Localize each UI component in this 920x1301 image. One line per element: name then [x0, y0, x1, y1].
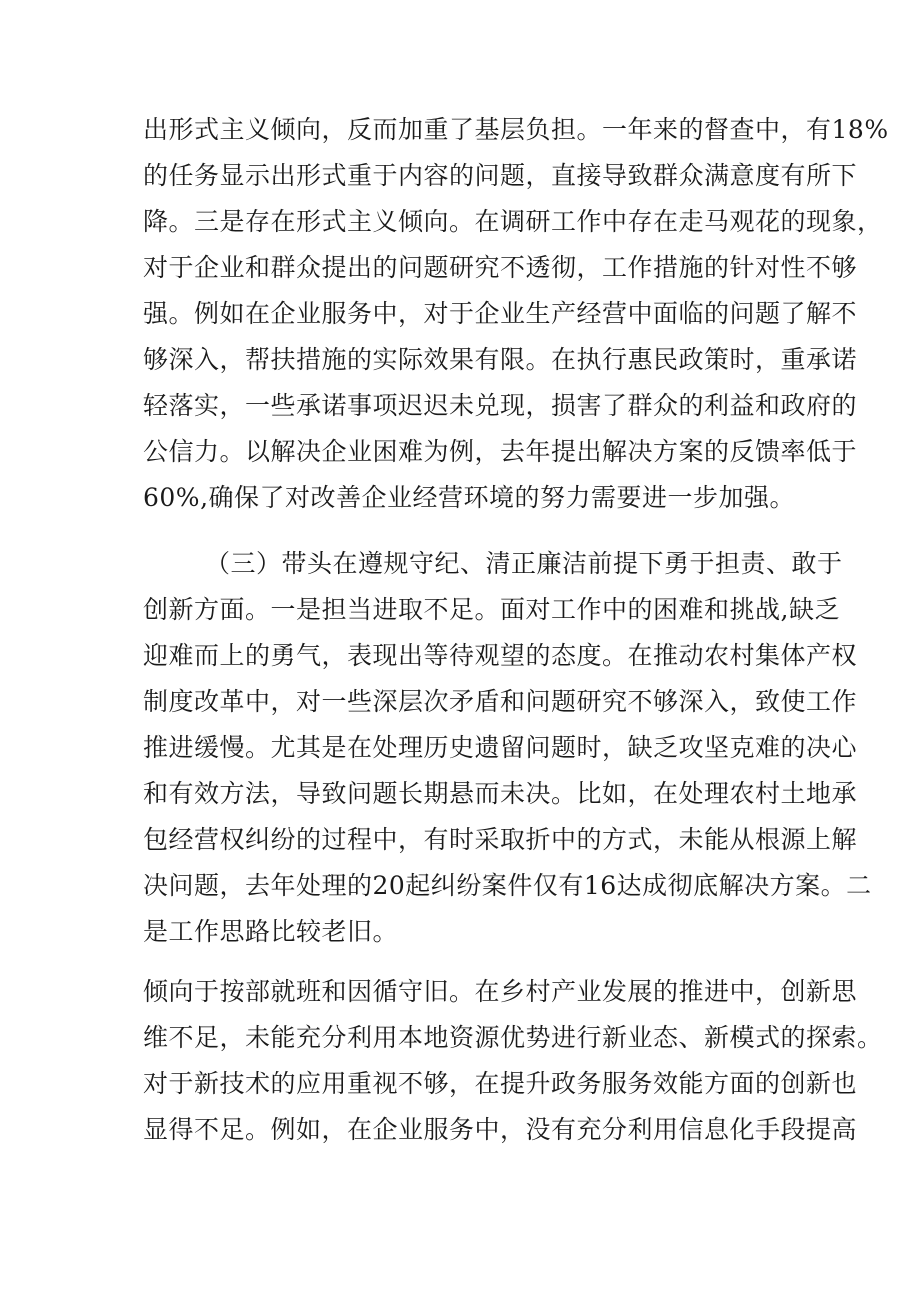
text-line: 轻落实，一些承诺事项迟迟未兑现，损害了群众的利益和政府的	[143, 391, 858, 420]
text-line: 和有效方法，导致问题长期悬而未决。比如，在处理农村土地承	[143, 779, 858, 808]
text-line: 制度改革中，对一些深层次矛盾和问题研究不够深入，致使工作	[143, 687, 858, 716]
text-line: 倾向于按部就班和因循守旧。在乡村产业发展的推进中，创新思	[143, 977, 858, 1006]
text-line: 迎难而上的勇气，表现出等待观望的态度。在推动农村集体产权	[143, 641, 858, 670]
text-line: 公信力。以解决企业困难为例，去年提出解决方案的反馈率低于	[143, 437, 858, 466]
section-heading-line: （三）带头在遵规守纪、清正廉洁前提下勇于担责、敢于	[205, 549, 843, 578]
text-line: 降。三是存在形式主义倾向。在调研工作中存在走马观花的现象，	[143, 207, 883, 236]
text-line: 决问题，去年处理的20起纠纷案件仅有16达成彻底解决方案。二	[143, 871, 872, 900]
text-line: 的任务显示出形式重于内容的问题，直接导致群众满意度有所下	[143, 161, 858, 190]
text-line: 强。例如在企业服务中，对于企业生产经营中面临的问题了解不	[143, 299, 858, 328]
text-line: 对于企业和群众提出的问题研究不透彻，工作措施的针对性不够	[143, 253, 858, 282]
text-line: 维不足，未能充分利用本地资源优势进行新业态、新模式的探索。	[143, 1023, 883, 1052]
text-line: 显得不足。例如，在企业服务中，没有充分利用信息化手段提高	[143, 1115, 858, 1144]
text-line: 够深入，帮扶措施的实际效果有限。在执行惠民政策时，重承诺	[143, 345, 858, 374]
text-line: 出形式主义倾向，反而加重了基层负担。一年来的督查中，有18%	[143, 115, 889, 144]
text-line: 对于新技术的应用重视不够，在提升政务服务效能方面的创新也	[143, 1069, 858, 1098]
text-line: 60%,确保了对改善企业经营环境的努力需要进一步加强。	[143, 483, 796, 512]
text-line: 是工作思路比较老旧。	[143, 917, 399, 946]
text-line: 推进缓慢。尤其是在处理历史遗留问题时，缺乏攻坚克难的决心	[143, 733, 858, 762]
text-line: 包经营权纠纷的过程中，有时采取折中的方式，未能从根源上解	[143, 825, 858, 854]
text-line: 创新方面。一是担当进取不足。面对工作中的困难和挑战,缺乏	[143, 595, 840, 624]
